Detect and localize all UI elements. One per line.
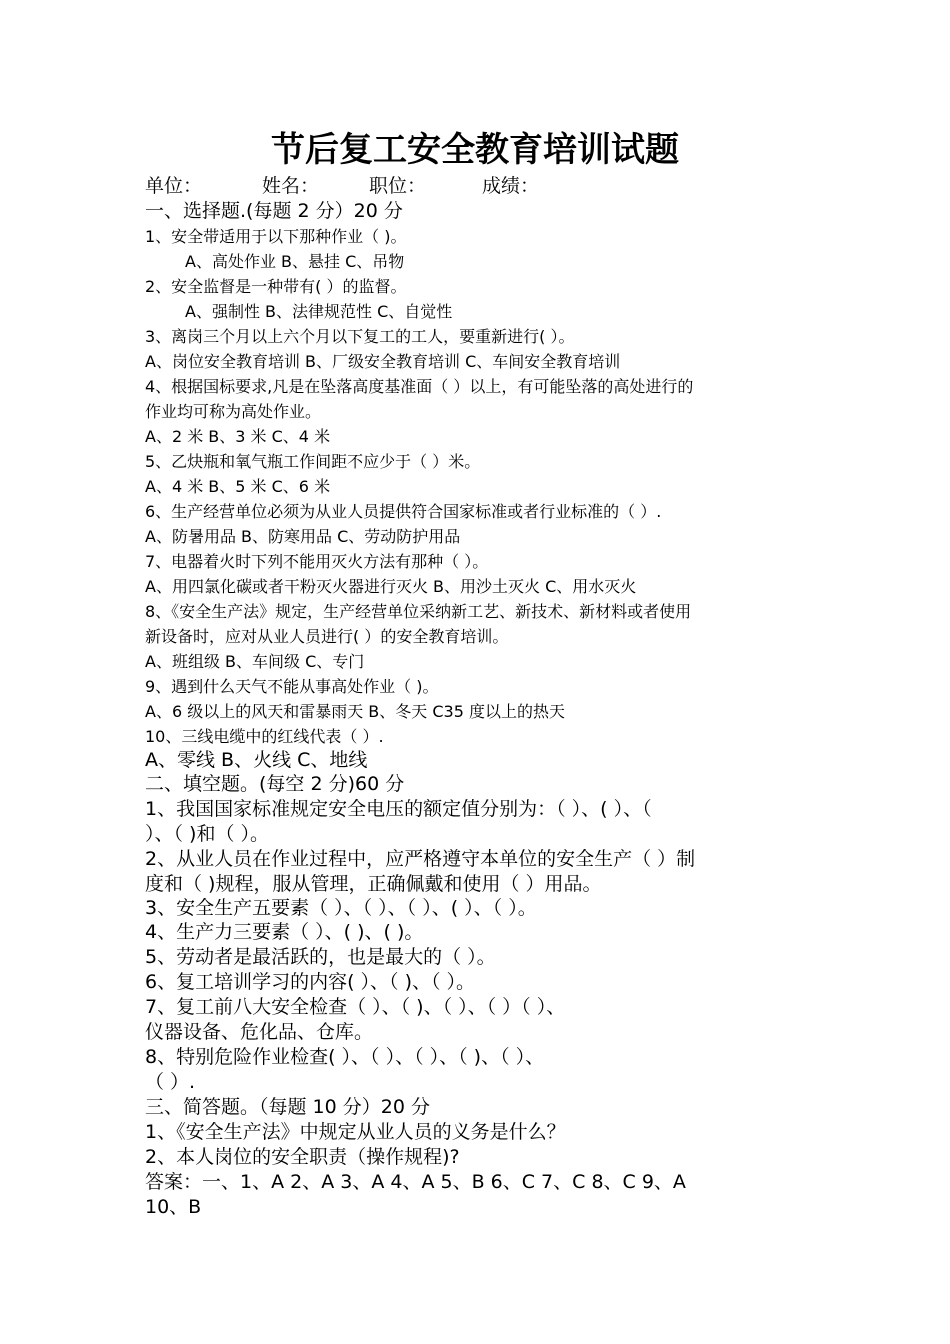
fill-8-cont: （ ）.	[145, 1071, 196, 1093]
unit-label: 单位：	[145, 175, 203, 197]
fill-3: 3、安全生产五要素（ ）、（ ）、（ ）、( ）、（ ）。	[145, 897, 537, 919]
fill-7-cont: 仪器设备、危化品、仓库。	[145, 1021, 374, 1043]
short-answer-2: 2、本人岗位的安全职责（操作规程)?	[145, 1146, 460, 1168]
fill-1-cont: ）、（ )和（ ）。	[145, 823, 269, 845]
question-2-options: A、强制性 B、法律规范性 C、自觉性	[185, 302, 453, 321]
fill-4: 4、生产力三要素（ ）、( )、( )。	[145, 921, 424, 943]
header-fields	[145, 174, 810, 199]
question-4-options: A、2 米 B、3 米 C、4 米	[145, 427, 331, 446]
name-label: 姓名：	[262, 175, 320, 197]
question-8-cont: 新设备时，应对从业人员进行( ）的安全教育培训。	[145, 627, 509, 646]
fill-2-cont: 度和（ )规程，服从管理，正确佩戴和使用（ ）用品。	[145, 873, 602, 895]
score-label: 成绩：	[482, 175, 540, 197]
question-10: 10、三线电缆中的红线代表（ ）.	[145, 727, 384, 746]
question-4-cont: 作业均可称为高处作业。	[145, 402, 322, 421]
question-7-options: A、用四氯化碳或者干粉灭火器进行灭火 B、用沙土灭火 C、用水灭火	[145, 577, 637, 596]
question-2: 2、安全监督是一种带有( ）的监督。	[145, 277, 407, 296]
question-1: 1、安全带适用于以下那种作业（ )。	[145, 227, 407, 246]
answer-key: 答案：一、1、A 2、A 3、A 4、A 5、B 6、C 7、C 8、C 9、A	[145, 1171, 686, 1193]
question-9: 9、遇到什么天气不能从事高处作业（ )。	[145, 677, 439, 696]
fill-5: 5、劳动者是最活跃的，也是最大的（ ）。	[145, 946, 496, 968]
document-title: 节后复工安全教育培训试题	[271, 130, 679, 170]
section3-heading: 三、简答题。（每题 10 分）20 分	[145, 1096, 430, 1118]
short-answer-1: 1、《安全生产法》中规定从业人员的义务是什么？	[145, 1121, 566, 1143]
question-8: 8、《安全生产法》规定，生产经营单位采纳新工艺、新技术、新材料或者使用	[145, 602, 692, 621]
question-3-options: A、岗位安全教育培训 B、厂级安全教育培训 C、车间安全教育培训	[145, 352, 621, 371]
question-8-options: A、班组级 B、车间级 C、专门	[145, 652, 365, 671]
fill-1: 1、我国国家标准规定安全电压的额定值分别为：（ ）、( ）、（	[145, 798, 652, 820]
question-3: 3、离岗三个月以上六个月以下复工的工人，要重新进行( ）。	[145, 327, 575, 346]
fill-8: 8、特别危险作业检查( ）、（ ）、（ ）、（ )、（ ）、	[145, 1046, 545, 1068]
question-4: 4、根据国标要求,凡是在坠落高度基准面（ ）以上，有可能坠落的高处进行的	[145, 377, 694, 396]
fill-7: 7、复工前八大安全检查（ ）、（ )、（ ）、（ ）（ ）、	[145, 996, 566, 1018]
section1-heading: 一、选择题.(每题 2 分）20 分	[145, 200, 403, 222]
question-6: 6、生产经营单位必须为从业人员提供符合国家标准或者行业标准的（ ）.	[145, 502, 662, 521]
position-label: 职位：	[369, 175, 427, 197]
answer-key-cont: 10、B	[145, 1196, 202, 1218]
fill-2: 2、从业人员在作业过程中，应严格遵守本单位的安全生产（ ）制	[145, 848, 696, 870]
question-9-options: A、6 级以上的风天和雷暴雨天 B、冬天 C35 度以上的热天	[145, 702, 565, 721]
question-1-options: A、高处作业 B、悬挂 C、吊物	[185, 252, 405, 271]
question-10-options: A、零线 B、火线 C、地线	[145, 749, 368, 771]
question-5-options: A、4 米 B、5 米 C、6 米	[145, 477, 331, 496]
question-6-options: A、防暑用品 B、防寒用品 C、劳动防护用品	[145, 527, 461, 546]
question-5: 5、乙炔瓶和氧气瓶工作间距不应少于（ ）米。	[145, 452, 481, 471]
fill-6: 6、复工培训学习的内容( ）、（ )、（ ）。	[145, 971, 476, 993]
section2-heading: 二、填空题。(每空 2 分)60 分	[145, 773, 405, 795]
question-7: 7、电器着火时下列不能用灭火方法有那种（ ）。	[145, 552, 489, 571]
